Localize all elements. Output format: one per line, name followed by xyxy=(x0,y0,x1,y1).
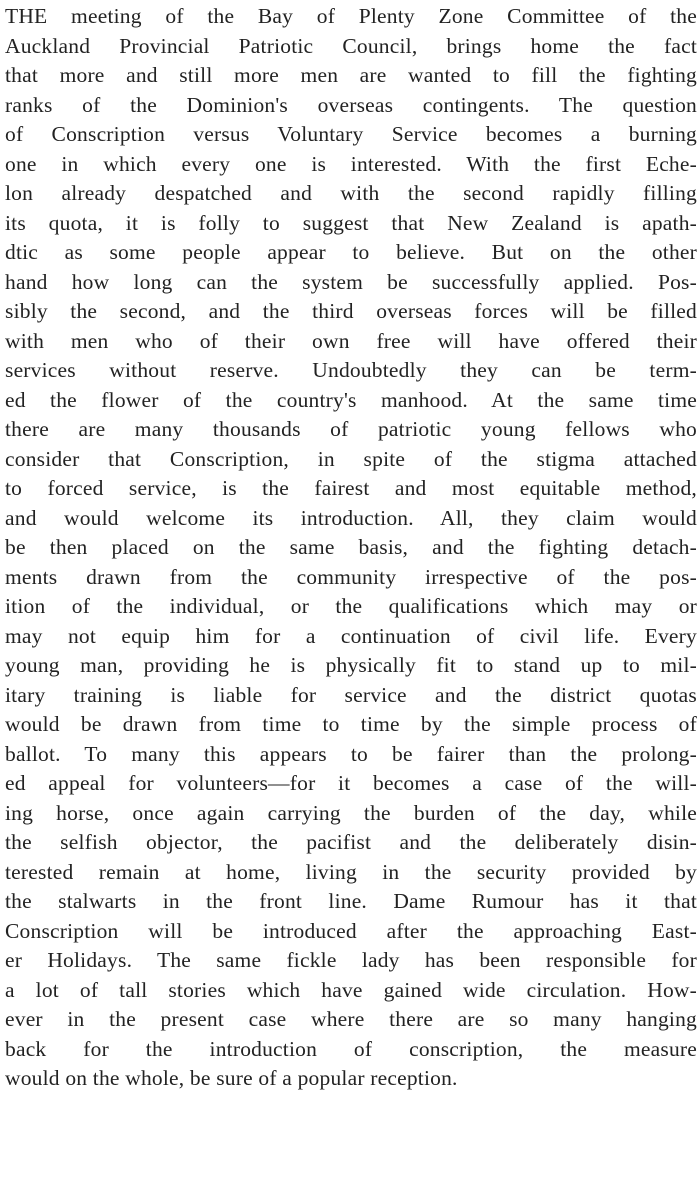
text-line: ition of the individual, or the qualifications which may or xyxy=(5,594,697,618)
text-line: consider that Conscription, in spite of the stigma attached xyxy=(5,446,697,471)
text-line: a lot of tall stories which have gained wide circulation. How- xyxy=(5,977,697,1002)
text-line: that more and still more men are wanted to fill the fighting xyxy=(5,63,697,87)
text-line: ranks of the Dominion's overseas contingents. The question xyxy=(5,92,697,117)
text-line: to forced service, is the fairest and most equitable method, xyxy=(5,476,697,500)
text-line: terested remain at home, living in the security provided by xyxy=(5,859,697,884)
text-line: Conscription will be introduced after the approaching East- xyxy=(5,918,697,943)
text-line: hand how long can the system be successfully applied. Pos- xyxy=(5,269,697,294)
text-line: ever in the present case where there are so many hanging xyxy=(5,1007,697,1031)
text-line: ballot. To many this appears to be fairer than the prolong- xyxy=(5,741,697,766)
text-line: and would welcome its introduction. All, they claim would xyxy=(5,505,697,530)
text-line: young man, providing he is physically fit to stand up to mil- xyxy=(5,653,697,677)
text-line: dtic as some people appear to believe. But on the other xyxy=(5,240,697,264)
text-line: er Holidays. The same fickle lady has been responsible for xyxy=(5,948,697,972)
text-line: with men who of their own free will have offered their xyxy=(5,328,697,353)
text-line: of Conscription versus Voluntary Service becomes a burning xyxy=(5,122,697,146)
text-line: the stalwarts in the front line. Dame Rumour has it that xyxy=(5,889,697,913)
text-line: one in which every one is interested. With the first Eche- xyxy=(5,151,697,176)
text-line: ed the flower of the country's manhood. At the same time xyxy=(5,387,697,412)
text-line: ing horse, once again carrying the burden of the day, while xyxy=(5,800,697,825)
text-line: sibly the second, and the third overseas forces will be filled xyxy=(5,299,697,323)
text-line: the selfish objector, the pacifist and the deliberately disin- xyxy=(5,830,697,854)
text-line: be then placed on the same basis, and the fighting detach- xyxy=(5,535,697,559)
text-line: there are many thousands of patriotic young fellows who xyxy=(5,417,697,441)
text-line: Auckland Provincial Patriotic Council, brings home the fact xyxy=(5,33,697,58)
text-line-last: would on the whole, be sure of a popular reception. xyxy=(5,1066,458,1090)
text-line: ments drawn from the community irrespective of the pos- xyxy=(5,564,697,589)
text-line: ed appeal for volunteers—for it becomes a case of the will- xyxy=(5,771,697,795)
text-line: its quota, it is folly to suggest that New Zealand is apath- xyxy=(5,210,697,235)
text-line: THE meeting of the Bay of Plenty Zone Committee of the xyxy=(5,4,697,28)
text-line: would be drawn from time to time by the simple process of xyxy=(5,712,697,736)
text-line: may not equip him for a continuation of civil life. Every xyxy=(5,623,697,648)
text-line: lon already despatched and with the second rapidly filling xyxy=(5,181,697,205)
text-line: itary training is liable for service and the district quotas xyxy=(5,682,697,707)
text-line: services without reserve. Undoubtedly they can be term- xyxy=(5,358,697,382)
text-line: back for the introduction of conscription, the measure xyxy=(5,1036,697,1061)
